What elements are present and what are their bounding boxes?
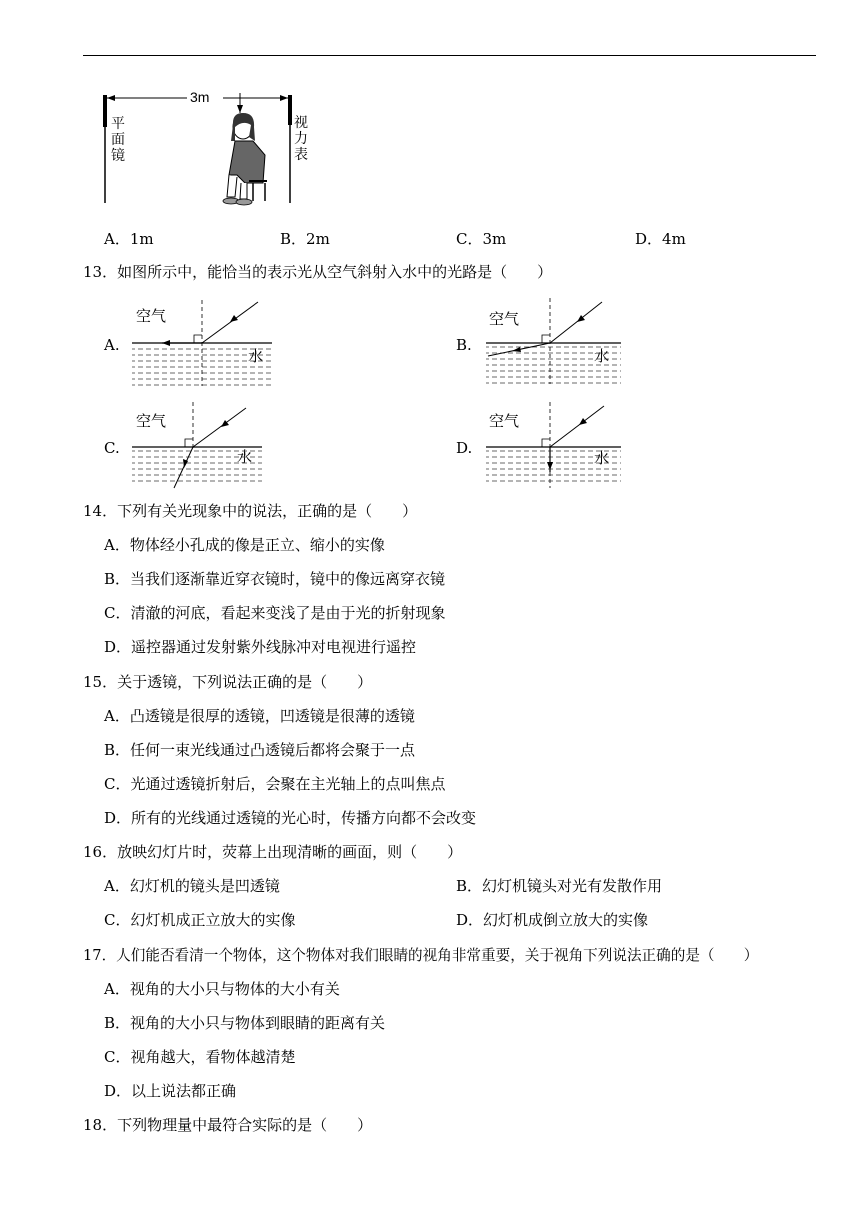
q16-option-c: C．幻灯机成正立放大的实像 (104, 911, 296, 929)
q15-option-c: C．光通过透镜折射后，会聚在主光轴上的点叫焦点 (104, 775, 446, 793)
q15-option-b: B．任何一束光线通过凸透镜后都将会聚于一点 (104, 741, 416, 759)
person-icon (223, 113, 267, 205)
q12-option-c: C．3m (456, 230, 507, 248)
eye-chart-label: 视力表 (294, 114, 308, 162)
plane-mirror-label: 平面镜 (111, 115, 125, 163)
header-rule (83, 55, 816, 56)
q13-figure-d-letter: D. (456, 439, 473, 457)
q12-option-d: D．4m (635, 230, 686, 248)
q15-option-a: A．凸透镜是很厚的透镜，凹透镜是很薄的透镜 (104, 707, 415, 725)
q14-option-a: A．物体经小孔成的像是正立、缩小的实像 (104, 536, 385, 554)
q16-option-b: B．幻灯机镜头对光有发散作用 (456, 877, 663, 895)
q14-option-c: C．清澈的河底，看起来变浅了是由于光的折射现象 (104, 604, 446, 622)
distance-label: 3m (190, 89, 210, 105)
q18-text: 18．下列物理量中最符合实际的是（ ） (83, 1116, 373, 1134)
q13-figure-d-air: 空气 (489, 413, 520, 430)
q13-figure-b-letter: B. (456, 336, 472, 354)
q16-option-d: D．幻灯机成倒立放大的实像 (456, 911, 649, 929)
q17-option-c: C．视角越大，看物体越清楚 (104, 1048, 296, 1066)
q13-figure-a-air: 空气 (136, 308, 167, 325)
q16-option-a: A．幻灯机的镜头是凹透镜 (104, 877, 280, 895)
q13-figure-c-letter: C. (104, 439, 120, 457)
q12-option-b: B．2m (280, 230, 330, 248)
q17-option-b: B．视角的大小只与物体到眼睛的距离有关 (104, 1014, 386, 1032)
q13-text: 13．如图所示中，能恰当的表示光从空气斜射入水中的光路是（ ） (83, 263, 553, 281)
mirror-chart-figure (95, 85, 325, 215)
q16-text: 16．放映幻灯片时，荧幕上出现清晰的画面，则（ ） (83, 843, 463, 861)
q13-figure-c-air: 空气 (136, 413, 167, 430)
q13-figure-b-air: 空气 (489, 311, 520, 328)
q12-option-a: A．1m (104, 230, 154, 248)
q17-option-a: A．视角的大小只与物体的大小有关 (104, 980, 340, 998)
q13-figure-c (130, 400, 265, 492)
q13-figure-b (484, 296, 624, 388)
q17-option-d: D．以上说法都正确 (104, 1082, 237, 1100)
q17-text: 17．人们能否看清一个物体，这个物体对我们眼睛的视角非常重要，关于视角下列说法正确的是（ ） (83, 947, 759, 964)
q15-option-d: D．所有的光线通过透镜的光心时，传播方向都不会改变 (104, 809, 477, 827)
q14-option-b: B．当我们逐渐靠近穿衣镜时，镜中的像远离穿衣镜 (104, 570, 446, 588)
q15-text: 15．关于透镜，下列说法正确的是（ ） (83, 673, 373, 691)
q13-figure-a (130, 298, 275, 390)
q13-figure-d (484, 400, 624, 492)
q14-text: 14．下列有关光现象中的说法，正确的是（ ） (83, 502, 418, 520)
q13-figure-a-letter: A. (104, 336, 120, 354)
q14-option-d: D．遥控器通过发射紫外线脉冲对电视进行遥控 (104, 638, 417, 656)
